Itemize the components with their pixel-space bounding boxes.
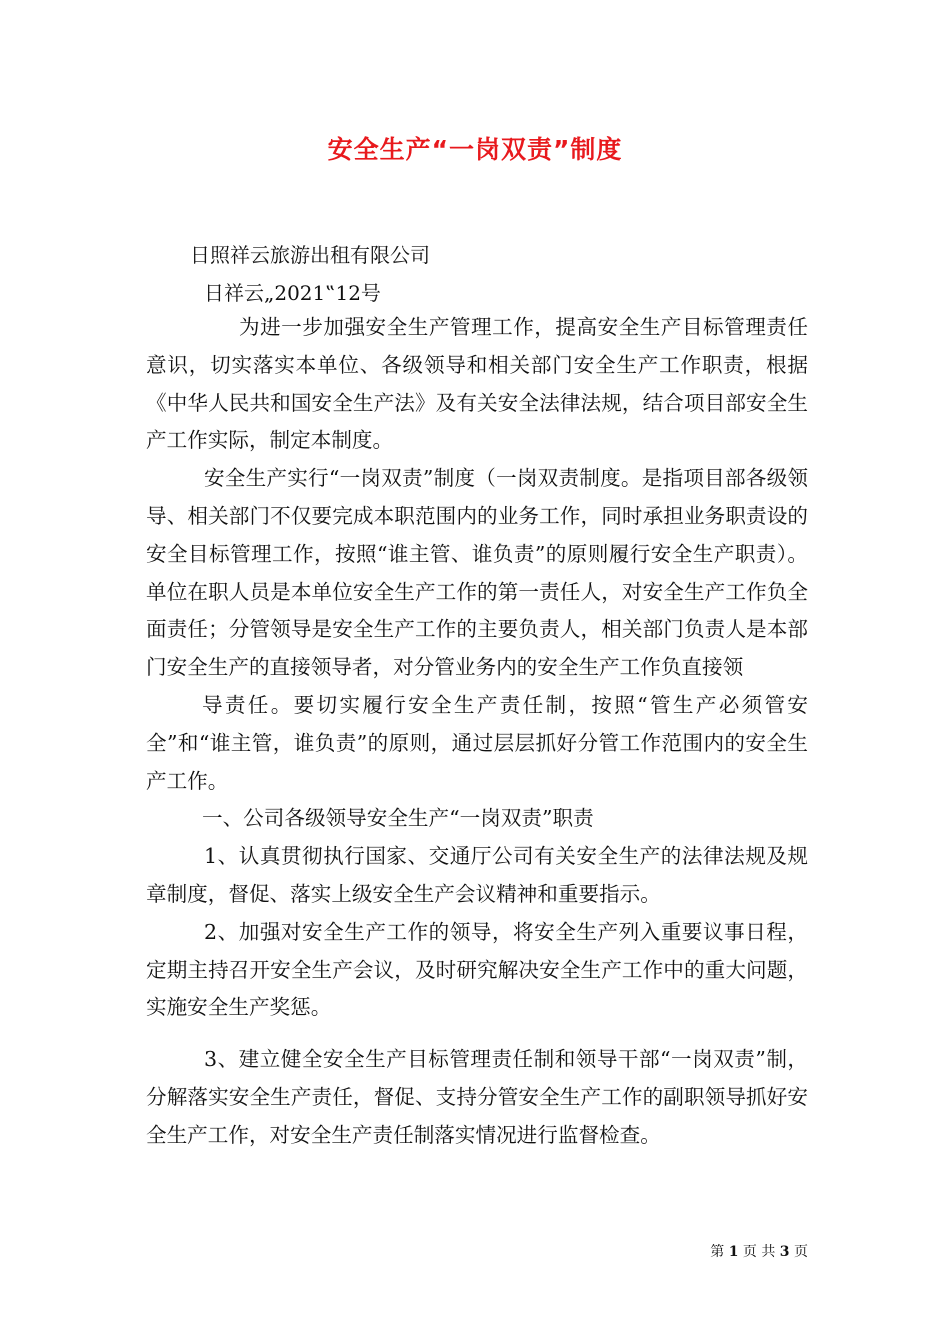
- document-body: [146, 309, 808, 1155]
- paragraph-intro: 为进一步加强安全生产管理工作，提高安全生产目标管理责任意识，切实落实本单位、各级领导和相关部门安全生产工作职责，根据《中华人民共和国安全生产法》及有关安全法律法规，结合项目部安全生产工作实际，制定本制度。: [146, 315, 808, 453]
- document-title: 安全生产“一岗双责”制度: [327, 135, 623, 164]
- company-name: 日照祥云旅游出租有限公司: [190, 243, 430, 267]
- total-pages-number: 3: [779, 1244, 790, 1260]
- footer-prefix: 第: [710, 1244, 725, 1260]
- list-item-1: 1、认真贯彻执行国家、交通厅公司有关安全生产的法律法规及规章制度，督促、落实上级安全生产会议精神和重要指示。: [146, 844, 808, 906]
- footer-suffix: 页: [794, 1244, 808, 1260]
- page-footer: [710, 1242, 808, 1262]
- paragraph-continuation: 导责任。要切实履行安全生产责任制，按照“管生产必须管安全”和“谁主管，谁负责”的原则，通过层层抓好分管工作范围内的安全生产工作。: [146, 692, 808, 793]
- paragraph-system: 安全生产实行“一岗双责”制度（一岗双责制度。是指项目部各级领导、相关部门不仅要完成本职范围内的业务工作，同时承担业务职责设的安全目标管理工作，按照“谁主管、谁负责”的原则履行安全生产职责）。单位在职人员是本单位安全生产工作的第一责任人，对安全生产工作负全面责任；分管领导是安全生产工作的主要负责人，相关部门负责人是本部门安全生产的直接领导者，对分管业务内的安全生产工作负直接领: [146, 466, 808, 680]
- current-page-number: 1: [728, 1244, 739, 1260]
- section-heading-1: 一、公司各级领导安全生产“一岗双责”职责: [202, 806, 594, 831]
- document-number: 日祥云„2021‟12号: [204, 281, 381, 305]
- list-item-2: 2、加强对安全生产工作的领导，将安全生产列入重要议事日程，定期主持召开安全生产会议，及时研究解决安全生产工作中的重大问题，实施安全生产奖惩。: [146, 919, 808, 1020]
- footer-middle: 页 共: [742, 1244, 776, 1260]
- list-item-3: 3、建立健全安全生产目标管理责任制和领导干部“一岗双责”制，分解落实安全生产责任，督促、支持分管安全生产工作的副职领导抓好安全生产工作，对安全生产责任制落实情况进行监督检查。: [146, 1047, 808, 1147]
